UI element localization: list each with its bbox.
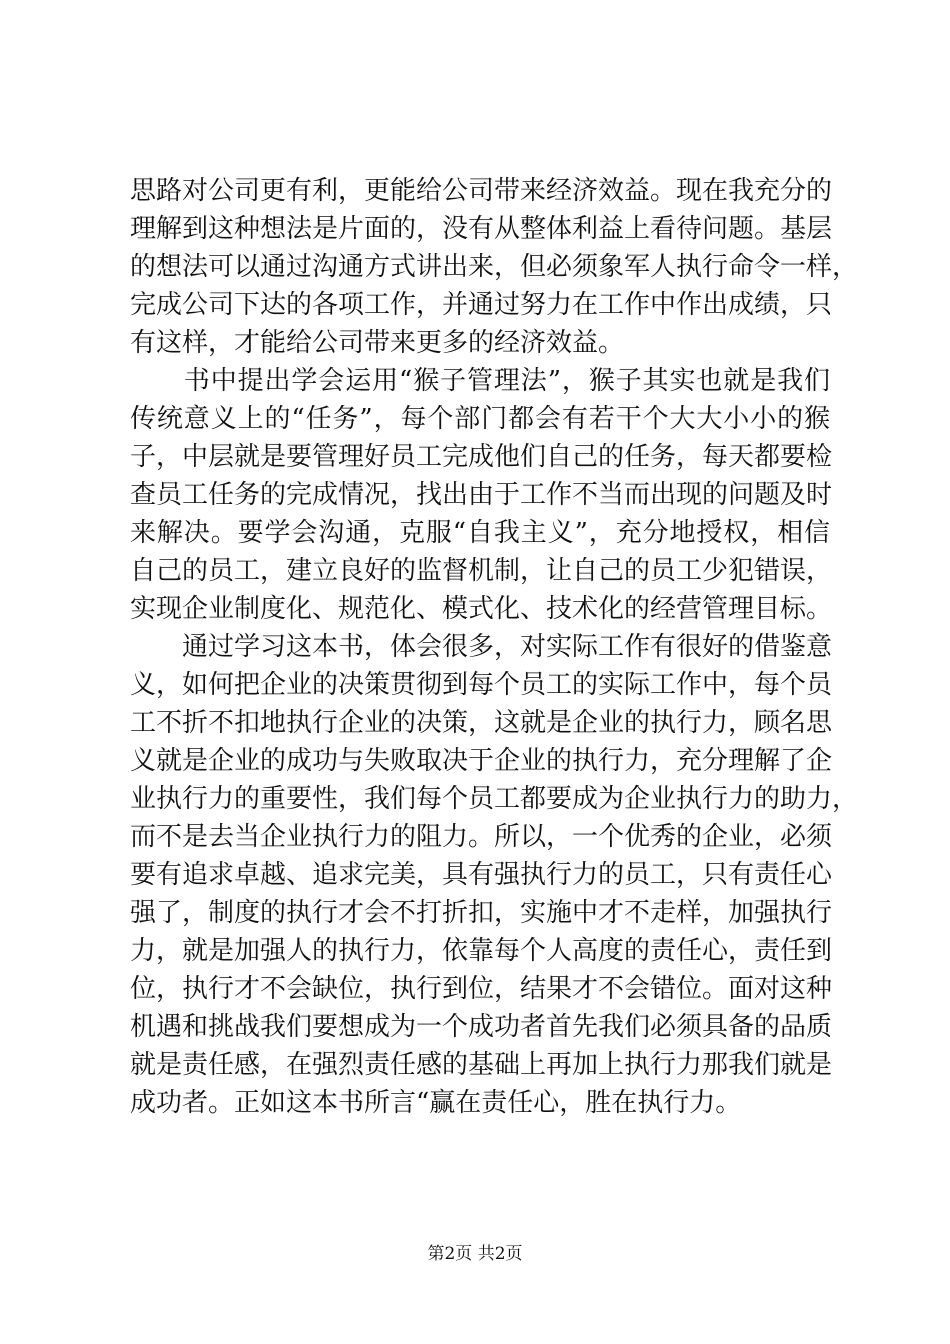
text-line: 通过学习这本书，体会很多，对实际工作有很好的借鉴意	[130, 632, 833, 662]
text-line: 理解到这种想法是片面的，没有从整体利益上看待问题。基层	[130, 214, 833, 244]
body-text	[130, 172, 859, 1122]
text-line: 机遇和挑战我们要想成为一个成功者首先我们必须具备的品质	[130, 1012, 833, 1042]
text-line: 义，如何把企业的决策贯彻到每个员工的实际工作中，每个员	[130, 670, 833, 700]
text-line: 查员工任务的完成情况，找出由于工作不当而出现的问题及时	[130, 480, 833, 510]
text-line: 就是责任感，在强烈责任感的基础上再加上执行力那我们就是	[130, 1050, 833, 1080]
text-line: 子，中层就是要管理好员工完成他们自己的任务，每天都要检	[130, 442, 833, 472]
text-line: 业执行力的重要性，我们每个员工都要成为企业执行力的助力，	[130, 784, 859, 814]
text-line: 的想法可以通过沟通方式讲出来，但必须象军人执行命令一样，	[130, 252, 859, 282]
text-line: 要有追求卓越、追求完美，具有强执行力的员工，只有责任心	[130, 860, 833, 890]
text-line: 义就是企业的成功与失败取决于企业的执行力，充分理解了企	[130, 746, 833, 776]
text-line: 自己的员工，建立良好的监督机制，让自己的员工少犯错误，	[130, 556, 833, 586]
text-line: 完成公司下达的各项工作，并通过努力在工作中作出成绩，只	[130, 290, 833, 320]
text-line: 来解决。要学会沟通，克服“自我主义”，充分地授权，相信	[130, 518, 830, 548]
text-line: 书中提出学会运用“猴子管理法”，猴子其实也就是我们	[130, 366, 830, 396]
text-line: 力，就是加强人的执行力，依靠每个人高度的责任心，责任到	[130, 936, 833, 966]
page-number-footer: 第2页 共2页	[427, 1244, 523, 1264]
text-line: 思路对公司更有利，更能给公司带来经济效益。现在我充分的	[130, 176, 833, 206]
text-line: 实现企业制度化、规范化、模式化、技术化的经营管理目标。	[130, 594, 833, 624]
text-line: 强了，制度的执行才会不打折扣，实施中才不走样，加强执行	[130, 898, 833, 928]
text-line: 传统意义上的“任务”，每个部门都会有若干个大大小小的猴	[130, 404, 830, 434]
text-line: 而不是去当企业执行力的阻力。所以，一个优秀的企业，必须	[130, 822, 833, 852]
text-line: 有这样，才能给公司带来更多的经济效益。	[130, 328, 625, 358]
text-line: 位，执行才不会缺位，执行到位，结果才不会错位。面对这种	[130, 974, 833, 1004]
text-line: 工不折不扣地执行企业的决策，这就是企业的执行力，顾名思	[130, 708, 833, 738]
text-line: 成功者。正如这本书所言“赢在责任心，胜在执行力。	[130, 1088, 742, 1118]
